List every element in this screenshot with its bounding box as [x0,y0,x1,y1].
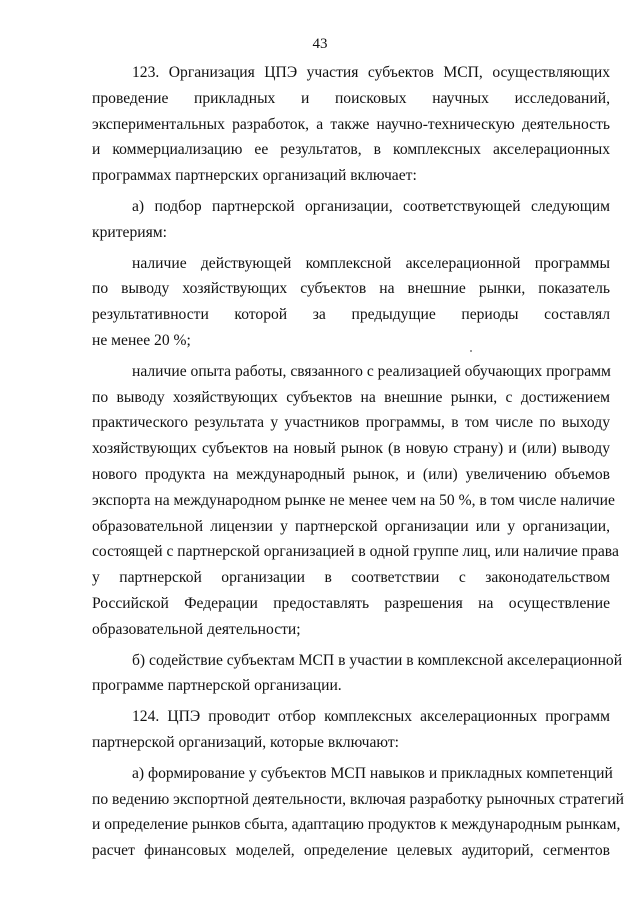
text-line: практического результата у участников программы, в том числе по выходу [92,414,610,432]
text-line: наличие действующей комплексной акселерационной программы [132,254,610,272]
text-line: расчет финансовых моделей, определение целевых аудиторий, сегментов [92,842,610,860]
text-line: и коммерциализацию ее результатов, в комплексных акселерационных [92,141,610,159]
scan-artifact [470,350,472,352]
paragraph-item-b [92,648,623,700]
text-line: по выводу хозяйствующих субъектов на внешние рынки, с достижением [92,388,610,406]
page-number: 43 [312,36,328,52]
text-line: б) содействие субъектам МСП в участии в комплексной акселерационной [132,651,623,669]
text-line: нового продукта на международный рынок, и (или) увеличению объемов [92,465,610,483]
text-line: наличие опыта работы, связанного с реализацией обучающих программ [132,362,611,380]
paragraph-123 [92,60,610,189]
text-line: программе партнерской организации. [92,677,342,695]
paragraph-item-a [92,194,610,246]
text-line: а) подбор партнерской организации, соответствующей следующим [132,197,610,215]
text-line: программах партнерских организаций включает: [92,167,417,185]
text-line: результативности которой за предыдущие периоды составлял [92,306,610,324]
text-line: экспорта на международном рынке не менее чем на 50 %, в том числе наличие [92,491,615,509]
text-line: 123. Организация ЦПЭ участия субъектов МСП, осуществляющих [132,64,610,81]
text-line: образовательной деятельности; [92,620,301,638]
text-line: у партнерской организации в соответствии с законодательством [92,569,610,587]
text-line: по выводу хозяйствующих субъектов на внешние рынки, показатель [92,280,610,298]
paragraph-criterion-2 [92,359,619,643]
text-line: Российской Федерации предоставлять разрешения на осуществление [92,594,610,612]
text-line: 124. ЦПЭ проводит отбор комплексных акселерационных программ [132,708,610,726]
text-line: хозяйствующих субъектов на новый рынок (в новую страну) и (или) выводу [92,440,610,458]
text-line: образовательной лицензии у партнерской организации или у организации, [92,517,610,535]
document-body [92,60,624,864]
text-line: а) формирование у субъектов МСП навыков и прикладных компетенций [132,764,613,782]
text-line: партнерской организаций, которые включают: [92,733,400,751]
paragraph-124-item-a [92,761,624,864]
text-line: экспериментальных разработок, а также научно-техническую деятельность [92,115,610,133]
text-line: и определение рынков сбыта, адаптацию продуктов к международным рынкам, [92,816,621,834]
text-line: состоящей с партнерской организацией в одной группе лиц, или наличие права [92,543,619,561]
paragraph-criterion-1 [92,251,610,354]
text-line: критериям: [92,223,167,241]
text-line: не менее 20 %; [92,331,191,349]
paragraph-124 [92,704,610,756]
text-line: проведение прикладных и поисковых научных исследований, [92,89,610,107]
text-line: по ведению экспортной деятельности, включая разработку рыночных стратегий [92,790,624,808]
